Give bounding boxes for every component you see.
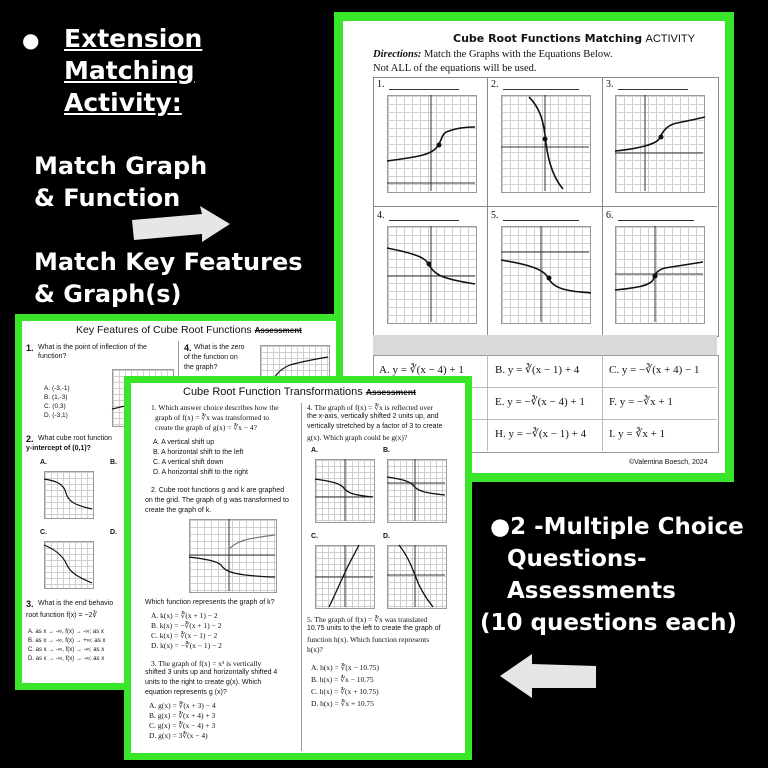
graph-number-1: 1.: [377, 79, 385, 90]
tr-q5-line1: 5. The graph of f(x) = ∛x was translated: [307, 615, 428, 624]
tr-q5-choice-b: B. h(x) = ∛x − 10.75: [311, 675, 374, 684]
kf-q3-choice-d: D. as x → -∞, f(x) → -∞; as x: [28, 656, 105, 662]
tr-q4-label-b: B.: [383, 447, 390, 454]
tr-q3-choice-b: B. g(x) = ∛(x + 4) + 3: [149, 711, 216, 720]
answer-c: C. y = −∛(x + 4) − 1: [609, 364, 700, 376]
heading-line-2: Matching: [64, 56, 195, 85]
kf-q3-line2: root function f(x) = −2∛: [26, 612, 97, 619]
tr-q4-label-c: C.: [311, 533, 318, 540]
tr-q2-choice-c: C. k(x) = ∛(x − 1) − 2: [151, 631, 218, 640]
tr-q4-line4: g(x). Which graph could be g(x)?: [307, 433, 408, 442]
copyright: ©Valentina Boesch, 2024: [629, 459, 708, 466]
kf-q2-line1: What cube root function: [38, 435, 112, 442]
tr-q4-line1: 4. The graph of f(x) = ∛x is reflected over: [307, 403, 433, 412]
answer-i: I. y = ∛x + 1: [609, 428, 666, 440]
tr-q5-choice-a: A. h(x) = ∛(x − 10.75): [311, 663, 380, 672]
answers-band: [373, 335, 717, 355]
bullet: ●: [22, 28, 40, 52]
kf-q3-choice-b: B. as x → -∞, f(x) → +∞; as x: [28, 638, 106, 644]
kf-q1-choice-c: C. (0,3): [44, 403, 66, 410]
kf-q1-choice-d: D. (-3,1): [44, 412, 68, 419]
kf-q2-num: 2.: [26, 434, 34, 444]
answer-f: F. y = −∛x + 1: [609, 396, 673, 408]
tr-q4-label-a: A.: [311, 447, 318, 454]
tr-q3-choice-c: C. g(x) = ∛(x − 4) + 3: [149, 721, 216, 730]
transformations-title-suffix: Assessment: [365, 387, 416, 397]
kf-q4-line3: the graph?: [184, 364, 218, 371]
assessment-line-1: ●2 -Multiple Choice: [490, 514, 744, 540]
assessment-line-4: (10 questions each): [480, 610, 738, 636]
left-arrow-icon: [500, 654, 600, 700]
graph-number-2: 2.: [491, 79, 499, 90]
matching-title-suffix: ACTIVITY: [645, 33, 695, 45]
tr-q4-line2: the x-axis, vertically shifted 2 units up, and: [307, 413, 439, 420]
key-features-title: Key Features of Cube Root Functions: [76, 324, 252, 336]
assessment-line-3: Assessments: [507, 578, 676, 604]
tr-q2-question: Which function represents the graph of k?: [145, 599, 275, 606]
heading-line-3: Activity:: [64, 88, 182, 117]
graph-number-5: 5.: [491, 210, 499, 221]
key-features-title-suffix: Assessment: [254, 326, 302, 335]
tr-q5-line4: h(x)?: [307, 645, 323, 654]
kf-q3-choice-a: A. as x → -∞, f(x) → -∞; as x: [28, 629, 104, 635]
graph-number-6: 6.: [606, 210, 614, 221]
tr-q1-choice-c: C. A vertical shift down: [153, 459, 224, 466]
tr-q1-line1: 1. Which answer choice describes how the: [151, 403, 279, 412]
tr-q2-choice-b: B. k(x) = −∛(x + 1) − 2: [151, 621, 222, 630]
kf-q4-num: 4.: [184, 343, 192, 353]
kf-q4-line1: What is the zero: [194, 344, 245, 351]
tr-q5-line3: function h(x). Which function represents: [307, 635, 430, 644]
answer-a: A. y = ∛(x − 4) + 1: [379, 364, 464, 376]
tr-q2-choice-d: D. k(x) = −∛(x − 1) − 2: [151, 641, 222, 650]
match-graph-line-1: Match Graph: [34, 152, 208, 180]
kf-q4-line2: of the function on: [184, 354, 238, 361]
answer-e: E. y = −∛(x − 4) + 1: [495, 396, 585, 408]
directions-note: Not ALL of the equations will be used.: [373, 63, 537, 74]
graph-number-3: 3.: [606, 79, 614, 90]
tr-q3-line4: equation represents g (x)?: [145, 689, 227, 696]
answer-h: H. y = −∛(x − 1) + 4: [495, 428, 587, 440]
directions-label: Directions:: [373, 49, 422, 60]
right-arrow-icon: [132, 206, 232, 246]
tr-q3-line1: 3. The graph of f(x) = x³ is vertically: [151, 659, 262, 668]
tr-q4-line3: vertically stretched by a factor of 3 to create: [307, 423, 443, 430]
kf-q2-label-a: A.: [40, 459, 47, 466]
kf-q1-choice-b: B. (1,-3): [44, 394, 68, 401]
kf-q1-choice-a: A. (-3,-1): [44, 385, 70, 392]
matching-title: Cube Root Functions Matching: [453, 32, 643, 45]
tr-q2-line3: create the graph of k.: [145, 507, 212, 514]
kf-q1-line2: function?: [38, 353, 67, 360]
match-graph-line-2: & Function: [34, 184, 181, 212]
kf-q2-label-d: D.: [110, 529, 117, 536]
tr-q2-choice-a: A. k(x) = ∛(x + 1) − 2: [151, 611, 218, 620]
tr-q2-line1: 2. Cube root functions g and k are graphed: [151, 487, 285, 494]
graph-number-4: 4.: [377, 210, 385, 221]
tr-q3-line3: units to the right to create g(x). Which: [145, 679, 262, 686]
tr-q3-choice-d: D. g(x) = 3∛(x − 4): [149, 731, 208, 740]
tr-q1-choice-b: B. A horizontal shift to the left: [153, 449, 244, 456]
answer-b: B. y = ∛(x − 1) + 4: [495, 364, 580, 376]
tr-q2-line2: on the grid. The graph of g was transformed to: [145, 497, 289, 504]
assessment-line-2: Questions-: [507, 546, 647, 572]
tr-q1-line3: create the graph of g(x) = ∛x − 4?: [155, 423, 257, 432]
kf-q2-label-b: B.: [110, 459, 117, 466]
tr-q5-choice-c: C. h(x) = ∛(x + 10.75): [311, 687, 379, 696]
tr-q4-label-d: D.: [383, 533, 390, 540]
tr-q1-choice-d: D. A horizontal shift to the right: [153, 469, 248, 476]
tr-q3-choice-a: A. g(x) = ∛(x + 3) − 4: [149, 701, 216, 710]
tr-q1-choice-a: A. A vertical shift up: [153, 439, 215, 446]
kf-q3-line1: What is the end behavio: [38, 600, 114, 607]
transformations-sheet: [131, 383, 465, 753]
tr-q1-line2: graph of f(x) = ∛x was transformed to: [155, 413, 270, 422]
tr-q5-line2: 10.75 units to the left to create the graph of: [307, 625, 441, 632]
heading-line-1: Extension: [64, 24, 203, 53]
directions-text: Match the Graphs with the Equations Below.: [424, 49, 613, 60]
kf-q3-num: 3.: [26, 599, 34, 609]
kf-q2-label-c: C.: [40, 529, 47, 536]
match-key-line-2: & Graph(s): [34, 280, 182, 308]
kf-q3-choice-c: C. as x → -∞, f(x) → -∞; as x: [28, 647, 105, 653]
kf-q2-line2: y-intercept of (0,1)?: [26, 445, 91, 452]
match-key-line-1: Match Key Features: [34, 248, 303, 276]
kf-q1-num: 1.: [26, 343, 34, 353]
tr-q3-line2: shifted 3 units up and horizontally shifted 4: [145, 669, 278, 676]
tr-q5-choice-d: D. h(x) = ∛x + 10.75: [311, 699, 375, 708]
kf-q1-line1: What is the point of inflection of the: [38, 344, 147, 351]
transformations-title: Cube Root Function Transformations: [183, 386, 363, 398]
